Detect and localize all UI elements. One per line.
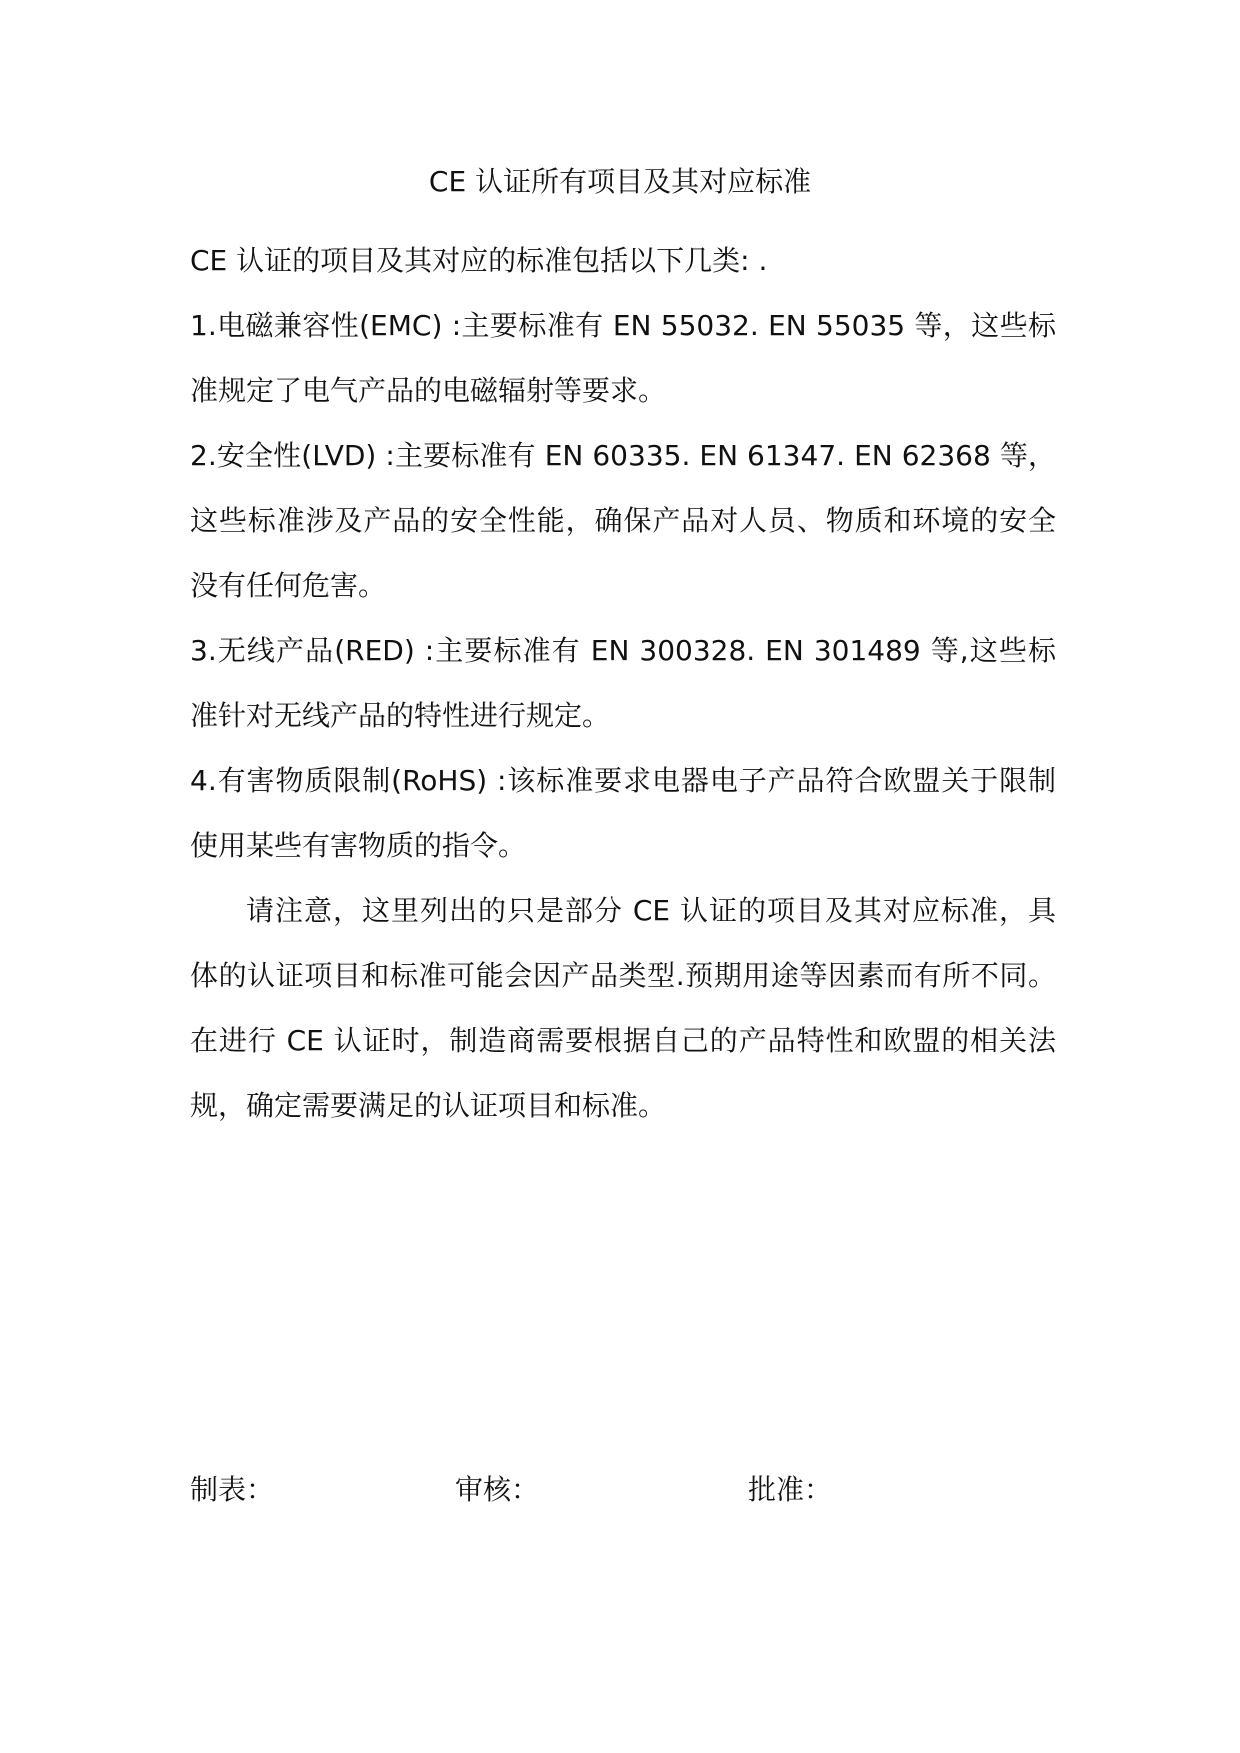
list-item-emc: 1.电磁兼容性(EMC) :主要标准有 EN 55032. EN 55035 等，这些标准规定了电气产品的电磁辐射等要求。 [190,309,1056,407]
list-item-rohs: 4.有害物质限制(RoHS) :该标准要求电器电子产品符合欧盟关于限制使用某些有害物质的指令。 [190,764,1056,862]
list-item-lvd: 2.安全性(LVD) :主要标准有 EN 60335. EN 61347. EN 62368 等，这些标准涉及产品的安全性能，确保产品对人员、物质和环境的安全没有任何危害。 [190,439,1056,602]
note-paragraph: 请注意，这里列出的只是部分 CE 认证的项目及其对应标准，具体的认证项目和标准可能会因产品类型.预期用途等因素而有所不同。在进行 CE 认证时，制造商需要根据自己的产品特性和欧盟的相关法规，确定需要满足的认证项目和标准。 [190,894,1056,1122]
list-item-red: 3.无线产品(RED) :主要标准有 EN 300328. EN 301489 等,这些标准针对无线产品的特性进行规定。 [190,634,1056,732]
prepared-by-label: 制表： [190,1473,275,1506]
reviewed-by-label: 审核： [455,1473,540,1506]
intro-paragraph: CE 认证的项目及其对应的标准包括以下几类: . [190,244,768,277]
document-title: CE 认证所有项目及其对应标准 [428,165,812,198]
approved-by-label: 批准： [748,1473,833,1506]
document-body [190,228,1056,1138]
signature-footer [0,1470,1240,1510]
